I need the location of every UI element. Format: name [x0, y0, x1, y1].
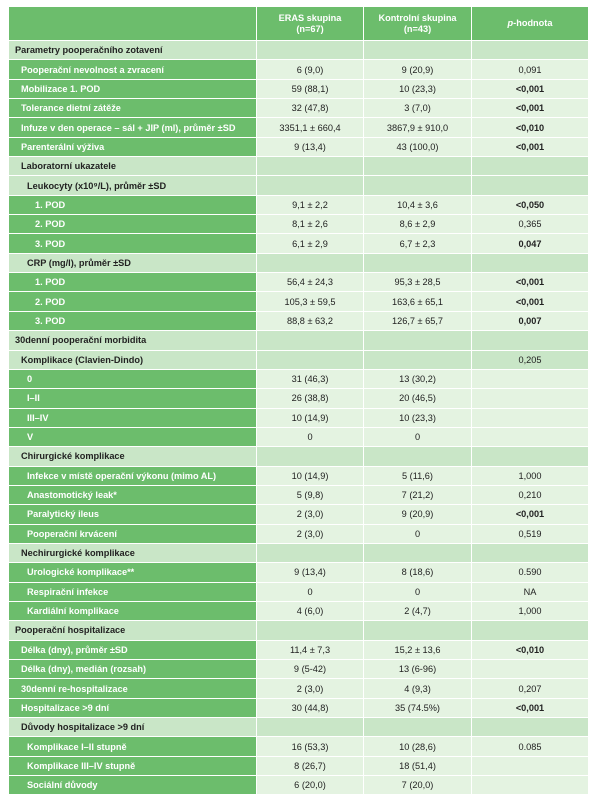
value-p: 0,091	[472, 60, 589, 79]
value-eras: 30 (44,8)	[257, 698, 364, 717]
row-label: Chirurgické komplikace	[9, 447, 257, 466]
value-eras	[257, 350, 364, 369]
row-label: Pooperační krvácení	[9, 524, 257, 543]
value-control: 2 (4,7)	[364, 601, 472, 620]
value-eras: 2 (3,0)	[257, 524, 364, 543]
section-row	[9, 621, 589, 640]
value-control: 10 (28,6)	[364, 737, 472, 756]
value-eras: 0	[257, 427, 364, 446]
value-eras	[257, 157, 364, 176]
row-label: Kardiální komplikace	[9, 601, 257, 620]
value-p	[472, 41, 589, 60]
value-p	[472, 157, 589, 176]
value-control	[364, 157, 472, 176]
table-header	[9, 7, 589, 41]
value-control	[364, 331, 472, 350]
section-row	[9, 350, 589, 369]
table-row	[9, 60, 589, 79]
row-label: Důvody hospitalizace >9 dní	[9, 718, 257, 737]
value-eras: 0	[257, 582, 364, 601]
header-p-rest: -hodnota	[513, 18, 553, 28]
value-p: 0.590	[472, 563, 589, 582]
value-eras: 10 (14,9)	[257, 408, 364, 427]
value-control	[364, 718, 472, 737]
value-p: 1,000	[472, 466, 589, 485]
row-label: Pooperační nevolnost a zvracení	[9, 60, 257, 79]
table-row	[9, 582, 589, 601]
table-row	[9, 408, 589, 427]
row-label: Infuze v den operace – sál + JIP (ml), průměr ±SD	[9, 118, 257, 137]
section-row	[9, 176, 589, 195]
value-control: 0	[364, 427, 472, 446]
table-row	[9, 679, 589, 698]
value-p: <0,001	[472, 273, 589, 292]
table-row	[9, 195, 589, 214]
value-control: 6,7 ± 2,3	[364, 234, 472, 253]
value-p	[472, 408, 589, 427]
table-row	[9, 485, 589, 504]
row-label: Sociální důvody	[9, 776, 257, 795]
value-eras: 10 (14,9)	[257, 466, 364, 485]
value-eras: 8 (26,7)	[257, 756, 364, 775]
value-eras	[257, 176, 364, 195]
row-label: 30denní pooperační morbidita	[9, 331, 257, 350]
value-control	[364, 253, 472, 272]
value-p: <0,001	[472, 99, 589, 118]
value-p	[472, 660, 589, 679]
table-row	[9, 776, 589, 795]
row-label: 3. POD	[9, 311, 257, 330]
value-control: 8 (18,6)	[364, 563, 472, 582]
value-control: 126,7 ± 65,7	[364, 311, 472, 330]
table-row	[9, 640, 589, 659]
row-label: Infekce v místě operační výkonu (mimo AL)	[9, 466, 257, 485]
value-control: 18 (51,4)	[364, 756, 472, 775]
value-eras: 88,8 ± 63,2	[257, 311, 364, 330]
row-label: 2. POD	[9, 215, 257, 234]
row-label: Délka (dny), medián (rozsah)	[9, 660, 257, 679]
table-row	[9, 137, 589, 156]
row-label: 30denní re-hospitalizace	[9, 679, 257, 698]
row-label: Pooperační hospitalizace	[9, 621, 257, 640]
value-p: 0,365	[472, 215, 589, 234]
table-row	[9, 118, 589, 137]
value-control: 9 (20,9)	[364, 505, 472, 524]
table-row	[9, 311, 589, 330]
value-p	[472, 718, 589, 737]
table-row	[9, 524, 589, 543]
value-control: 4 (9,3)	[364, 679, 472, 698]
value-p: 0.085	[472, 737, 589, 756]
row-label: Tolerance dietní zátěže	[9, 99, 257, 118]
table-row	[9, 389, 589, 408]
row-label: Nechirurgické komplikace	[9, 543, 257, 562]
row-label: Komplikace (Clavien-Dindo)	[9, 350, 257, 369]
value-p	[472, 621, 589, 640]
value-p	[472, 331, 589, 350]
row-label: 3. POD	[9, 234, 257, 253]
section-row	[9, 157, 589, 176]
value-p	[472, 176, 589, 195]
value-eras	[257, 621, 364, 640]
row-label: Parenterální výživa	[9, 137, 257, 156]
table-row	[9, 505, 589, 524]
table-row	[9, 427, 589, 446]
table-row	[9, 234, 589, 253]
value-control	[364, 543, 472, 562]
row-label: Anastomotický leak*	[9, 485, 257, 504]
table-row	[9, 698, 589, 717]
value-p: <0,001	[472, 505, 589, 524]
table-row	[9, 99, 589, 118]
value-eras: 31 (46,3)	[257, 369, 364, 388]
value-eras	[257, 447, 364, 466]
value-p	[472, 369, 589, 388]
value-p: <0,001	[472, 79, 589, 98]
row-label: Paralytický ileus	[9, 505, 257, 524]
value-control: 10 (23,3)	[364, 408, 472, 427]
value-eras	[257, 41, 364, 60]
value-eras: 32 (47,8)	[257, 99, 364, 118]
value-control: 95,3 ± 28,5	[364, 273, 472, 292]
header-eras-n: (n=67)	[296, 23, 324, 34]
value-p: 1,000	[472, 601, 589, 620]
value-p: 0,207	[472, 679, 589, 698]
row-label: Hospitalizace >9 dní	[9, 698, 257, 717]
value-eras: 9 (5-42)	[257, 660, 364, 679]
results-table	[8, 6, 589, 795]
value-eras	[257, 718, 364, 737]
value-control: 10,4 ± 3,6	[364, 195, 472, 214]
value-control: 8,6 ± 2,9	[364, 215, 472, 234]
value-control	[364, 176, 472, 195]
row-label: Délka (dny), průměr ±SD	[9, 640, 257, 659]
value-eras: 3351,1 ± 660,4	[257, 118, 364, 137]
value-p	[472, 389, 589, 408]
table-row	[9, 601, 589, 620]
value-p: 0,210	[472, 485, 589, 504]
value-p	[472, 447, 589, 466]
value-control: 10 (23,3)	[364, 79, 472, 98]
row-label: Urologické komplikace**	[9, 563, 257, 582]
table-row	[9, 273, 589, 292]
value-eras: 4 (6,0)	[257, 601, 364, 620]
value-p	[472, 756, 589, 775]
section-row	[9, 718, 589, 737]
value-control	[364, 447, 472, 466]
table-row	[9, 660, 589, 679]
value-p: 0,205	[472, 350, 589, 369]
table-row	[9, 563, 589, 582]
section-row	[9, 253, 589, 272]
table-row	[9, 292, 589, 311]
value-control	[364, 621, 472, 640]
header-parameter	[9, 7, 257, 41]
table-row	[9, 737, 589, 756]
value-p	[472, 543, 589, 562]
value-control	[364, 41, 472, 60]
table-row	[9, 466, 589, 485]
value-control: 163,6 ± 65,1	[364, 292, 472, 311]
header-p-prefix: p	[507, 18, 514, 28]
value-p	[472, 253, 589, 272]
value-control: 20 (46,5)	[364, 389, 472, 408]
value-control: 3 (7,0)	[364, 99, 472, 118]
section-row	[9, 41, 589, 60]
value-control: 13 (6-96)	[364, 660, 472, 679]
row-label: 1. POD	[9, 273, 257, 292]
value-p: <0,001	[472, 698, 589, 717]
table-row	[9, 369, 589, 388]
row-label: 0	[9, 369, 257, 388]
value-p: <0,001	[472, 137, 589, 156]
value-eras: 9 (13,4)	[257, 563, 364, 582]
value-control	[364, 350, 472, 369]
section-row	[9, 543, 589, 562]
value-eras	[257, 543, 364, 562]
header-eras-title: ERAS skupina	[278, 12, 342, 23]
value-p	[472, 776, 589, 795]
row-label: Parametry pooperačního zotavení	[9, 41, 257, 60]
value-p: 0,047	[472, 234, 589, 253]
row-label: Mobilizace 1. POD	[9, 79, 257, 98]
value-eras: 5 (9,8)	[257, 485, 364, 504]
value-eras: 11,4 ± 7,3	[257, 640, 364, 659]
value-eras	[257, 331, 364, 350]
header-p-value	[472, 7, 589, 41]
table-row	[9, 79, 589, 98]
value-eras: 2 (3,0)	[257, 505, 364, 524]
table-row	[9, 215, 589, 234]
row-label: Komplikace III–IV stupně	[9, 756, 257, 775]
value-p: <0,050	[472, 195, 589, 214]
value-control: 35 (74.5%)	[364, 698, 472, 717]
row-label: Respirační infekce	[9, 582, 257, 601]
table-row	[9, 756, 589, 775]
value-eras: 26 (38,8)	[257, 389, 364, 408]
value-p: <0,001	[472, 292, 589, 311]
value-eras: 16 (53,3)	[257, 737, 364, 756]
value-p: <0,010	[472, 118, 589, 137]
value-eras	[257, 253, 364, 272]
row-label: Leukocyty (x10⁹/L), průměr ±SD	[9, 176, 257, 195]
value-eras: 6 (9,0)	[257, 60, 364, 79]
value-eras: 105,3 ± 59,5	[257, 292, 364, 311]
value-eras: 9,1 ± 2,2	[257, 195, 364, 214]
value-eras: 8,1 ± 2,6	[257, 215, 364, 234]
row-label: Komplikace I–II stupně	[9, 737, 257, 756]
table-body	[9, 41, 589, 795]
header-control-title: Kontrolní skupina	[378, 12, 457, 23]
value-eras: 9 (13,4)	[257, 137, 364, 156]
value-control: 7 (21,2)	[364, 485, 472, 504]
value-eras: 6,1 ± 2,9	[257, 234, 364, 253]
value-eras: 56,4 ± 24,3	[257, 273, 364, 292]
row-label: I–II	[9, 389, 257, 408]
value-p: 0,519	[472, 524, 589, 543]
row-label: V	[9, 427, 257, 446]
value-eras: 59 (88,1)	[257, 79, 364, 98]
value-eras: 6 (20,0)	[257, 776, 364, 795]
value-control: 7 (20,0)	[364, 776, 472, 795]
value-control: 15,2 ± 13,6	[364, 640, 472, 659]
row-label: 1. POD	[9, 195, 257, 214]
value-eras: 2 (3,0)	[257, 679, 364, 698]
value-control: 0	[364, 524, 472, 543]
value-control: 13 (30,2)	[364, 369, 472, 388]
section-row	[9, 331, 589, 350]
value-control: 5 (11,6)	[364, 466, 472, 485]
value-p: <0,010	[472, 640, 589, 659]
header-control-n: (n=43)	[403, 23, 432, 34]
value-control: 43 (100,0)	[364, 137, 472, 156]
section-row	[9, 447, 589, 466]
row-label: III–IV	[9, 408, 257, 427]
value-p	[472, 427, 589, 446]
row-label: CRP (mg/l), průměr ±SD	[9, 253, 257, 272]
value-control: 0	[364, 582, 472, 601]
value-p: NA	[472, 582, 589, 601]
row-label: 2. POD	[9, 292, 257, 311]
value-p: 0,007	[472, 311, 589, 330]
value-control: 9 (20,9)	[364, 60, 472, 79]
row-label: Laboratorní ukazatele	[9, 157, 257, 176]
header-eras	[257, 7, 364, 41]
value-control: 3867,9 ± 910,0	[364, 118, 472, 137]
header-control	[364, 7, 472, 41]
